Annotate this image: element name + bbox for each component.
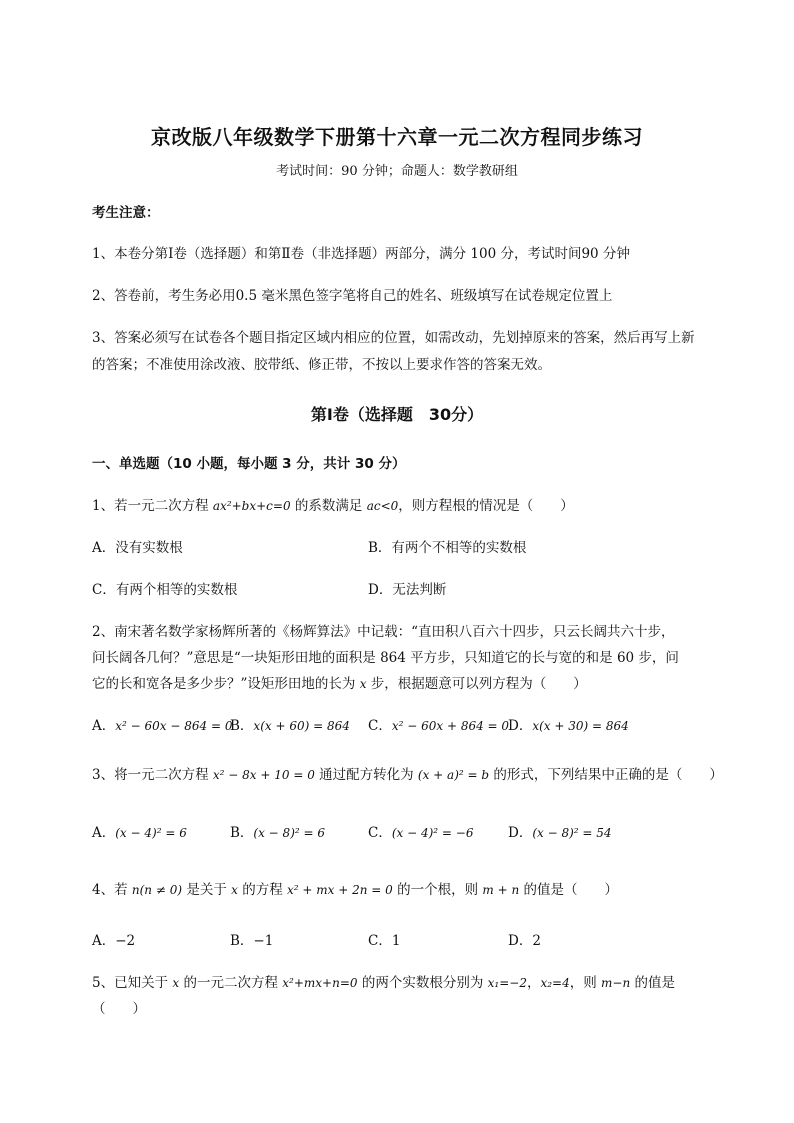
q3-option-a: [92, 821, 187, 841]
q4-variable: x: [231, 883, 238, 897]
q3-text-mid: 通过配方转化为: [314, 767, 418, 783]
q3-option-b-label: B．: [230, 825, 254, 841]
q1-condition: ac<0: [366, 499, 399, 513]
q3-option-d-math: (x − 8)² = 54: [532, 826, 612, 840]
q1-option-a: A．没有实数根: [92, 540, 183, 556]
notice-item-3: 3、答案必须写在试卷各个题目指定区域内相应的位置，如需改动，先划掉原来的答案，然后再写上新: [92, 330, 695, 346]
q3-option-b: [230, 821, 325, 841]
q4-option-d: D．2: [508, 933, 541, 949]
q3-option-d: [508, 821, 612, 841]
q2-option-d: [508, 714, 629, 734]
notice-item-1: 1、本卷分第Ⅰ卷（选择题）和第Ⅱ卷（非选择题）两部分，满分 100 分，考试时间90 分钟: [92, 246, 630, 262]
question-2-line-1: 2、南宋著名数学家杨辉所著的《杨辉算法》中记载：“直田积八百六十四步，只云长阔共六十步，: [92, 624, 675, 640]
q4-text-mid-1: 是关于: [182, 882, 232, 898]
question-3: [92, 763, 723, 783]
q3-equation: x² − 8x + 10 = 0: [212, 768, 315, 782]
q3-text: 3、将一元二次方程: [92, 767, 213, 783]
q3-form: (x + a)² = b: [417, 768, 490, 782]
q1-text: 1、若一元二次方程: [92, 498, 213, 514]
q2-option-b-label: B．: [230, 718, 254, 734]
q1-text-mid: 的系数满足: [290, 498, 367, 514]
q4-option-c: C．1: [368, 933, 401, 949]
page-title: 京改版八年级数学下册第十六章一元二次方程同步练习: [151, 125, 643, 149]
q5-text-end: 的值是: [630, 975, 675, 991]
q2-option-d-label: D．: [508, 718, 533, 734]
question-5-line-2: （ ）: [92, 1001, 146, 1017]
notice-heading: 考生注意：: [92, 205, 160, 221]
page-subtitle: 考试时间：90 分钟；命题人：数学教研组: [276, 164, 518, 179]
q3-option-a-math: (x − 4)² = 6: [115, 826, 187, 840]
q5-root-2: x₂=4: [540, 976, 570, 990]
q4-text-mid-3: 的一个根，则: [392, 882, 483, 898]
q5-text: 5、已知关于: [92, 975, 173, 991]
q2-variable: x: [359, 677, 367, 691]
q2-option-c-math: x² − 60x + 864 = 0: [391, 719, 510, 733]
q2-option-c-label: C．: [368, 718, 392, 734]
q3-option-b-math: (x − 8)² = 6: [253, 826, 325, 840]
notice-item-2: 2、答卷前，考生务必用0.5 毫米黑色签字笔将自己的姓名、班级填写在试卷规定位置上: [92, 288, 613, 304]
q5-variable: x: [172, 976, 180, 990]
q1-option-c: C．有两个相等的实数根: [92, 582, 238, 598]
q2-option-b-math: x(x + 60) = 864: [253, 719, 350, 733]
question-1: [92, 494, 574, 514]
notice-item-3-cont: 的答案；不准使用涂改液、胶带纸、修正带，不按以上要求作答的答案无效。: [92, 357, 551, 373]
q2-option-a: [92, 714, 232, 734]
q3-text-end: 的形式，下列结果中正确的是（ ）: [489, 767, 723, 783]
q2-option-d-math: x(x + 30) = 864: [532, 719, 629, 733]
q1-text-end: ，则方程根的情况是（ ）: [398, 498, 574, 514]
q4-equation: x² + mx + 2n = 0: [287, 883, 393, 897]
q1-option-b: B．有两个不相等的实数根: [368, 540, 527, 556]
q3-option-c: [368, 821, 473, 841]
q1-option-d: D．无法判断: [368, 582, 447, 598]
q4-text: 4、若: [92, 882, 132, 898]
q5-text-mid-3: ，则: [569, 975, 602, 991]
q5-text-mid-1: 的一元二次方程: [179, 975, 283, 991]
q3-option-c-label: C．: [368, 825, 392, 841]
question-5: [92, 971, 675, 991]
q3-option-a-label: A．: [92, 825, 116, 841]
q4-text-mid-2: 的方程: [237, 882, 287, 898]
q4-text-end: 的值是（ ）: [519, 882, 618, 898]
q3-option-d-label: D．: [508, 825, 533, 841]
q1-equation: ax²+bx+c=0: [212, 499, 291, 513]
question-2-line-2: 问长阔各几何？”意思是“一块矩形田地的面积是 864 平方步，只知道它的长与宽的和是 60 步，问: [92, 650, 679, 666]
q5-text-mid-2: 的两个实数根分别为: [357, 975, 488, 991]
q2-option-a-label: A．: [92, 718, 116, 734]
question-4: [92, 878, 618, 898]
q2-option-b: [230, 714, 350, 734]
q4-option-b: B．−1: [230, 933, 274, 949]
q2-option-c: [368, 714, 509, 734]
question-2-line-3: [92, 672, 587, 692]
q2-text: 它的长和宽各是多少步？”设矩形田地的长为: [92, 676, 360, 692]
q5-expression: m−n: [601, 976, 631, 990]
q5-separator: ，: [526, 975, 541, 991]
q3-option-c-math: (x − 4)² = −6: [391, 826, 474, 840]
q2-option-a-math: x² − 60x − 864 = 0: [115, 719, 233, 733]
q4-expression: m + n: [482, 883, 520, 897]
q4-option-a: A．−2: [92, 933, 136, 949]
section-title: 第Ⅰ卷（选择题 30分）: [310, 405, 484, 424]
q5-equation: x²+mx+n=0: [282, 976, 358, 990]
part-heading: 一、单选题（10 小题，每小题 3 分，共计 30 分）: [92, 456, 406, 472]
q4-condition: n(n ≠ 0): [131, 883, 183, 897]
q5-root-1: x₁=−2: [487, 976, 527, 990]
q2-text-end: 步，根据题意可以列方程为（ ）: [366, 676, 587, 692]
